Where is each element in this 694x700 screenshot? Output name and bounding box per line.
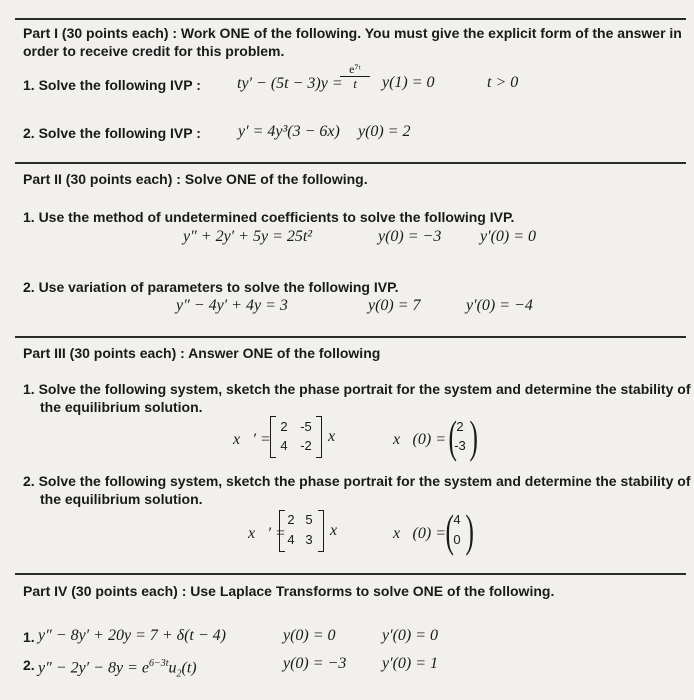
vector-cell: -3 [454, 438, 466, 453]
part1-problem1-fraction [340, 62, 370, 91]
eq-part-c: (t) [181, 659, 197, 677]
part2-problem1-equation: y″ + 2y′ + 5y = 25t² [183, 228, 313, 245]
part3-top-rule [15, 336, 686, 338]
part2-problem2-ic1: y(0) = 7 [368, 297, 421, 314]
part2-top-rule [15, 162, 686, 164]
matrix-right-bracket [316, 416, 322, 458]
part1-problem1-initial-condition: y(1) = 0 [382, 74, 435, 91]
part2-problem1-ic2: y′(0) = 0 [480, 228, 537, 245]
fraction-numerator: e⁷ᵗ [340, 62, 370, 77]
part1-problem2-label: 2. Solve the following IVP : [23, 125, 201, 141]
part2-problem1-ic1: y(0) = −3 [378, 228, 442, 245]
part2-problem2-ic2: y′(0) = −4 [466, 297, 533, 314]
matrix-cell: 3 [305, 532, 313, 547]
part1-problem1-domain: t > 0 [487, 74, 519, 91]
part4-problem2-ic2: y′(0) = 1 [382, 655, 439, 672]
eq-part-b: u [168, 659, 177, 677]
part3-problem2-label: 2. Solve the following system, sketch the phase portrait for the system and determine the stability of [23, 473, 691, 489]
part1-top-rule [15, 18, 686, 20]
part3-problem1-label-cont: the equilibrium solution. [40, 399, 203, 415]
part4-problem1-ic2: y′(0) = 0 [382, 627, 439, 644]
part1-problem2-initial-condition: y(0) = 2 [358, 123, 411, 140]
part3-problem1-rhs: x⃗ [328, 428, 348, 445]
part1-problem1-label: 1. Solve the following IVP : [23, 77, 201, 93]
part1-title-cont: order to receive credit for this problem. [23, 43, 285, 59]
eq-part-a: y″ − 2y′ − 8y = e [38, 659, 149, 677]
matrix-right-bracket [318, 510, 324, 552]
part4-problem2-number: 2. [23, 657, 35, 673]
part2-title: Part II (30 points each) : Solve ONE of the following. [23, 171, 368, 187]
part4-problem1-ic1: y(0) = 0 [283, 627, 336, 644]
vector-left-paren: ( [448, 411, 457, 462]
matrix-cell: 4 [280, 438, 288, 453]
part3-problem2-rhs: x⃗ [330, 522, 350, 539]
part4-title: Part IV (30 points each) : Use Laplace Transforms to solve ONE of the following. [23, 583, 555, 599]
part2-problem2-label: 2. Use variation of parameters to solve the following IVP. [23, 279, 399, 295]
part3-problem1-lhs: x⃗′ = [233, 431, 271, 448]
part4-top-rule [15, 573, 686, 575]
part4-problem1-number: 1. [23, 629, 35, 645]
part3-problem1-label: 1. Solve the following system, sketch the phase portrait for the system and determine the stability of [23, 381, 691, 397]
eq-exponent: 6−3t [148, 658, 169, 669]
part3-problem2-label-cont: the equilibrium solution. [40, 491, 203, 507]
matrix-cell: -5 [300, 419, 312, 434]
part4-problem2-equation [38, 655, 197, 684]
matrix-cell: 5 [305, 512, 313, 527]
part2-problem1-label: 1. Use the method of undetermined coefficients to solve the following IVP. [23, 209, 515, 225]
part3-title: Part III (30 points each) : Answer ONE of the following [23, 345, 381, 361]
vector-cell: 2 [456, 419, 464, 434]
fraction-denominator: t [353, 76, 357, 91]
part3-problem2-ic-lhs: x⃗(0) = [393, 525, 446, 542]
part4-problem2-ic1: y(0) = −3 [283, 655, 347, 672]
vector-right-paren: ) [469, 411, 478, 462]
part3-problem1-ic-lhs: x⃗(0) = [393, 431, 446, 448]
eq-subscript: 2 [176, 668, 182, 680]
matrix-cell: 4 [287, 532, 295, 547]
matrix-cell: 2 [280, 419, 288, 434]
vector-right-paren: ) [465, 505, 474, 556]
vector-left-paren: ( [445, 505, 454, 556]
matrix-cell: 2 [287, 512, 295, 527]
part3-problem2-lhs: x⃗′ = [248, 525, 286, 542]
vector-cell: 4 [453, 512, 461, 527]
part1-problem1-equation: ty′ − (5t − 3)y = [237, 75, 343, 92]
part1-problem2-equation: y′ = 4y³(3 − 6x) [238, 123, 340, 140]
part1-title: Part I (30 points each) : Work ONE of the following. You must give the explicit form of the answer in [23, 25, 682, 41]
vector-cell: 0 [453, 532, 461, 547]
part2-problem2-equation: y″ − 4y′ + 4y = 3 [176, 297, 288, 314]
matrix-cell: -2 [300, 438, 312, 453]
part4-problem1-equation: y″ − 8y′ + 20y = 7 + δ(t − 4) [38, 627, 226, 644]
